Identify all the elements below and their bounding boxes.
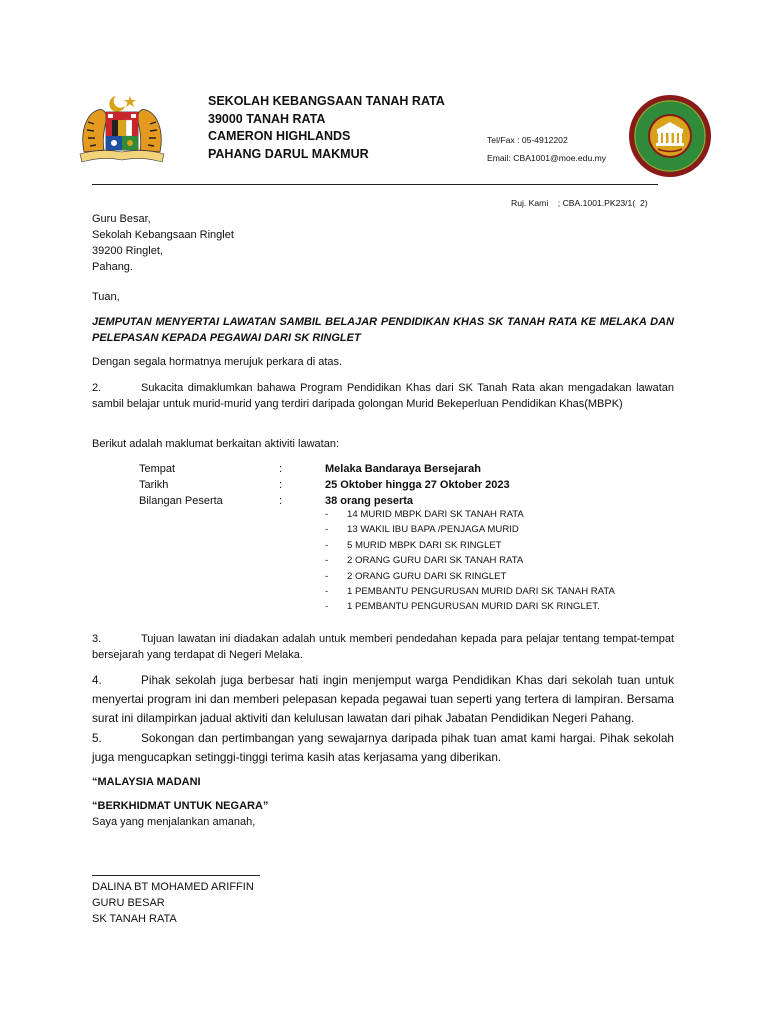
- participant-text: 1 PEMBANTU PENGURUSAN MURID DARI SK RINGLET.: [347, 601, 600, 613]
- paragraph-3: [92, 631, 674, 663]
- signatory-title: GURU BESAR: [92, 897, 165, 909]
- school-state: PAHANG DARUL MAKMUR: [208, 146, 369, 161]
- participant-text: 1 PEMBANTU PENGURUSAN MURID DARI SK TANAH RATA: [347, 586, 615, 598]
- recipient-line: 39200 Ringlet,: [92, 245, 163, 257]
- recipient-address: [92, 211, 234, 275]
- paragraph-number: 3.: [92, 633, 102, 645]
- list-item: - 1 PEMBANTU PENGURUSAN MURID DARI SK TANAH RATA: [325, 584, 615, 599]
- school-district: CAMERON HIGHLANDS: [208, 129, 351, 143]
- paragraph-1: Dengan segala hormatnya merujuk perkara di atas.: [92, 356, 343, 368]
- participant-text: 2 ORANG GURU DARI SK TANAH RATA: [347, 555, 524, 567]
- coat-of-arms-icon: [78, 92, 166, 166]
- signatory-block: [92, 879, 254, 927]
- school-logo-icon: [628, 94, 712, 178]
- list-item: - 2 ORANG GURU DARI SK RINGLET: [325, 569, 615, 584]
- detail-value: 38 orang peserta: [325, 495, 414, 507]
- detail-value: Melaka Bandaraya Bersejarah: [325, 463, 481, 475]
- school-header: [208, 93, 445, 163]
- signatory-name: DALINA BT MOHAMED ARIFFIN: [92, 881, 254, 893]
- detail-row: [139, 461, 510, 477]
- school-name: SEKOLAH KEBANGSAAN TANAH RATA: [208, 94, 445, 108]
- recipient-line: Sekolah Kebangsaan Ringlet: [92, 229, 234, 241]
- participant-list: [325, 507, 615, 615]
- list-item: - 14 MURID MBPK DARI SK TANAH RATA: [325, 507, 615, 522]
- participant-text: 13 WAKIL IBU BAPA /PENJAGA MURID: [347, 524, 519, 536]
- recipient-line: Guru Besar,: [92, 213, 151, 225]
- paragraph-text: Sokongan dan pertimbangan yang sewajarnya daripada pihak tuan amat kami hargai. Pihak sekolah juga mengucapkan setinggi-tinggi terima kasih atas kerjasama yang diberikan.: [92, 731, 674, 764]
- motto-berkhidmat: “BERKHIDMAT UNTUK NEGARA”: [92, 800, 269, 812]
- visit-details: [139, 461, 510, 509]
- header-divider: [92, 184, 658, 185]
- telfax: Tel/Fax : 05-4912202: [487, 135, 568, 145]
- list-item: - 5 MURID MBPK DARI SK RINGLET: [325, 538, 615, 553]
- detail-colon: :: [279, 479, 283, 491]
- paragraph-number: 5.: [92, 731, 102, 745]
- paragraph-text: Pihak sekolah juga berbesar hati ingin menjemput warga Pendidikan Khas dari sekolah tuan untuk menyertai program ini dan memberi pelepasan kepada pegawai tuan seperti yang tertera di lampiran. Bersama surat ini dilampirkan jadual aktiviti dan kelulusan lawatan dari pihak Jabatan Pendidikan Negeri Pahang.: [92, 673, 674, 725]
- participant-text: 14 MURID MBPK DARI SK TANAH RATA: [347, 509, 524, 520]
- signature-line: [92, 875, 260, 876]
- paragraph-5: [92, 729, 674, 767]
- detail-value: 25 Oktober hingga 27 Oktober 2023: [325, 479, 510, 491]
- detail-label: Tempat: [139, 463, 176, 475]
- reference-number: Ruj. Kami ; CBA.1001.PK23/1( 2): [511, 198, 648, 208]
- list-item: - 13 WAKIL IBU BAPA /PENJAGA MURID: [325, 522, 615, 537]
- participant-text: 5 MURID MBPK DARI SK RINGLET: [347, 539, 502, 551]
- letter-subject: JEMPUTAN MENYERTAI LAWATAN SAMBIL BELAJAR PENDIDIKAN KHAS SK TANAH RATA KE MELAKA DAN PELEPASAN KEPADA PEGAWAI DARI SK RINGLET: [92, 316, 674, 344]
- detail-colon: :: [279, 495, 283, 507]
- detail-row: [139, 477, 510, 493]
- contact-info: [487, 131, 606, 167]
- list-item: - 1 PEMBANTU PENGURUSAN MURID DARI SK RINGLET.: [325, 599, 615, 614]
- details-intro: Berikut adalah maklumat berkaitan aktiviti lawatan:: [92, 438, 340, 450]
- motto-malaysia-madani: “MALAYSIA MADANI: [92, 776, 201, 788]
- paragraph-number: 4.: [92, 673, 102, 687]
- list-item: - 2 ORANG GURU DARI SK TANAH RATA: [325, 553, 615, 568]
- paragraph-number: 2.: [92, 382, 102, 394]
- recipient-line: Pahang.: [92, 261, 133, 273]
- detail-label: Tarikh: [139, 479, 169, 491]
- participant-text: 2 ORANG GURU DARI SK RINGLET: [347, 570, 507, 582]
- detail-label: Bilangan Peserta: [139, 495, 223, 507]
- paragraph-2: [92, 380, 674, 412]
- paragraph-4: [92, 671, 674, 728]
- email: Email: CBA1001@moe.edu.my: [487, 153, 607, 163]
- detail-colon: :: [279, 463, 283, 475]
- paragraph-text: Sukacita dimaklumkan bahawa Program Pendidikan Khas dari SK Tanah Rata akan mengadakan lawatan sambil belajar untuk murid-murid yang terdiri daripada golongan Murid Bekeperluan Pendidikan Khas(MBPK): [92, 382, 674, 410]
- closing-line: Saya yang menjalankan amanah,: [92, 816, 256, 828]
- paragraph-text: Tujuan lawatan ini diadakan adalah untuk memberi pendedahan kepada para pelajar tentang tempat-tempat bersejarah yang terdapat di Negeri Melaka.: [92, 633, 674, 661]
- salutation: Tuan,: [92, 291, 120, 303]
- signatory-school: SK TANAH RATA: [92, 913, 177, 925]
- school-postcode: 39000 TANAH RATA: [208, 111, 326, 126]
